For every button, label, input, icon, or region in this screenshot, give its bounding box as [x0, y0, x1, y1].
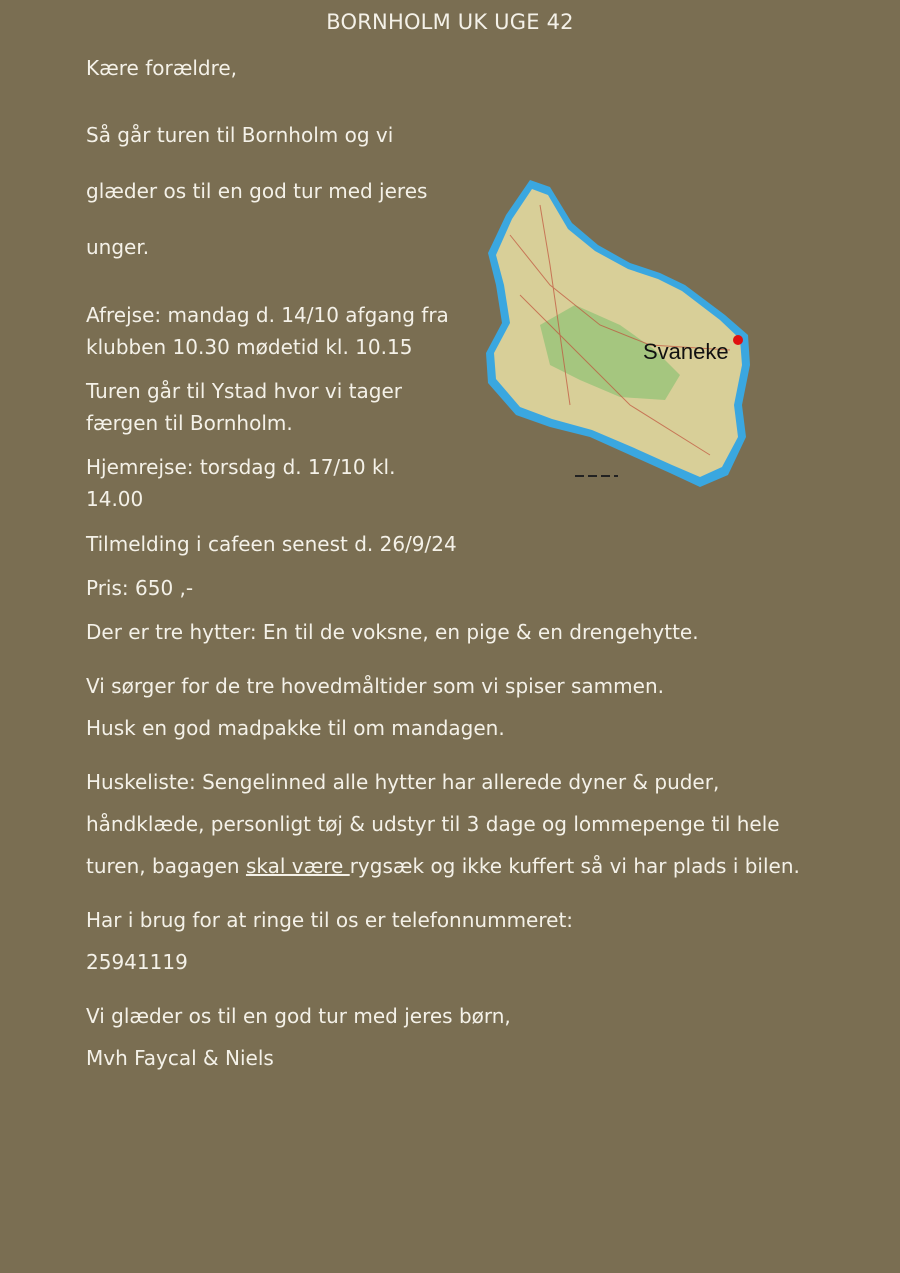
return-line-2: 14.00	[86, 487, 144, 511]
signup-text: Tilmelding i cafeen senest d. 26/9/24	[86, 532, 457, 556]
bornholm-map	[480, 175, 760, 495]
svaneke-marker	[733, 335, 743, 345]
ferry-line-1: Turen går til Ystad hvor vi tager	[86, 379, 403, 403]
price-text: Pris: 650 ,-	[86, 576, 194, 600]
signature: Mvh Faycal & Niels	[86, 1046, 274, 1070]
svaneke-label: Svaneke	[643, 339, 729, 364]
meals-text: Vi sørger for de tre hovedmåltider som vi spiser sammen.	[86, 674, 664, 698]
packing-text: Huskeliste: Sengelinned alle hytter har allerede dyner & puder, håndklæde, personligt tøj & udstyr til 3 dage og lommepenge til hele turen, bagagen	[86, 770, 780, 878]
return-line-1: Hjemrejse: torsdag d. 17/10 kl.	[86, 455, 396, 479]
intro-line-1: Så går turen til Bornholm og vi	[86, 123, 394, 147]
greeting: Kære forældre,	[86, 56, 238, 80]
phone-label: Har i brug for at ringe til os er telefonnummeret:	[86, 908, 574, 932]
closing-text: Vi glæder os til en god tur med jeres børn,	[86, 1004, 511, 1028]
cabins-text: Der er tre hytter: En til de voksne, en pige & en drengehytte.	[86, 620, 699, 644]
departure-line-1: Afrejse: mandag d. 14/10 afgang fra	[86, 303, 449, 327]
packing-text-end: rygsæk og ikke kuffert så vi har plads i bilen.	[349, 854, 800, 878]
departure-line-2: klubben 10.30 mødetid kl. 10.15	[86, 335, 413, 359]
intro-line-3: unger.	[86, 235, 150, 259]
ferry-line-2: færgen til Bornholm.	[86, 411, 293, 435]
intro-line-2: glæder os til en god tur med jeres	[86, 179, 428, 203]
phone-number: 25941119	[86, 950, 188, 974]
page-title: BORNHOLM UK UGE 42	[326, 10, 574, 34]
lunch-text: Husk en god madpakke til om mandagen.	[86, 716, 505, 740]
packing-list	[86, 761, 826, 887]
packing-underlined: skal være	[245, 854, 350, 878]
